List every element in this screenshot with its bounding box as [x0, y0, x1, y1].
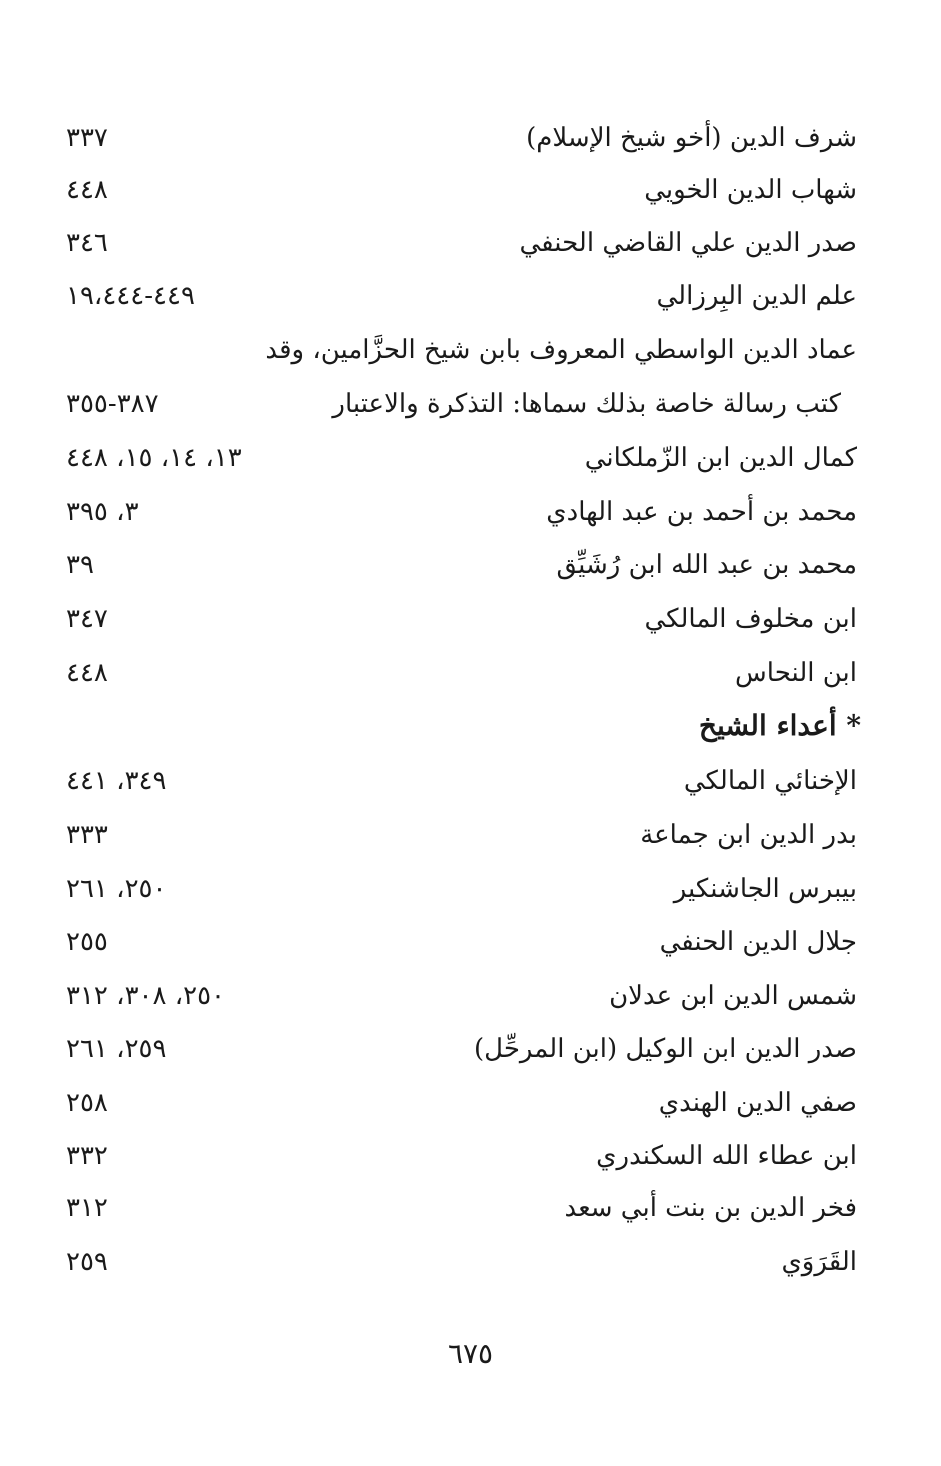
entry-name: الإخنائي المالكي	[683, 766, 857, 796]
index-entry	[0, 755, 941, 807]
entry-name: كتب رسالة خاصة بذلك سماها: التذكرة والاعتبار	[332, 389, 841, 419]
index-entry	[0, 863, 941, 915]
index-entry	[0, 112, 941, 164]
entry-name: صدر الدين ابن الوكيل (ابن المرحِّل)	[474, 1034, 857, 1064]
index-entry-continuation	[0, 378, 941, 430]
index-entry	[0, 164, 941, 216]
entry-pages: ٢٥٠، ٢٦١	[66, 874, 167, 904]
entry-pages: ٣٤٧	[66, 604, 108, 634]
entry-name: القَرَوَي	[781, 1247, 857, 1277]
entry-name: بيبرس الجاشنكير	[673, 874, 857, 904]
entry-name: شمس الدين ابن عدلان	[609, 981, 857, 1011]
entry-pages: ٤٤٨	[66, 658, 108, 688]
entry-pages: ٢٥٩	[66, 1247, 108, 1277]
entry-pages: ٣٨٧-٣٥٥	[66, 389, 159, 419]
entry-pages: ٣٤٩، ٤٤١	[66, 766, 167, 796]
entry-name: علم الدين البِرزالي	[656, 281, 857, 311]
entry-pages: ٣٣٢	[66, 1141, 108, 1171]
entry-name: صفي الدين الهندي	[658, 1088, 857, 1118]
entry-name: كمال الدين ابن الزّملكاني	[584, 443, 857, 473]
index-entry	[0, 1130, 941, 1182]
entry-name: ابن عطاء الله السكندري	[596, 1141, 857, 1171]
entry-name: ابن النحاس	[735, 658, 857, 688]
index-entry	[0, 593, 941, 645]
entry-name: جلال الدين الحنفي	[659, 927, 857, 957]
entry-name: ابن مخلوف المالكي	[644, 604, 857, 634]
entry-pages: ٣، ٣٩٥	[66, 497, 139, 527]
index-entry	[0, 539, 941, 591]
entry-pages: ٣١٢	[66, 1193, 108, 1223]
index-entry	[0, 809, 941, 861]
entry-pages: ١٣، ١٤، ١٥، ٤٤٨	[66, 443, 242, 473]
entry-name: صدر الدين علي القاضي الحنفي	[519, 228, 857, 258]
index-entry	[0, 1023, 941, 1075]
entry-name: شرف الدين (أخو شيخ الإسلام)	[526, 123, 857, 153]
index-entry	[0, 270, 941, 322]
entry-pages: ٤٤٨	[66, 175, 108, 205]
entry-pages: ٣٤٦	[66, 228, 108, 258]
index-entry	[0, 324, 941, 376]
index-entry	[0, 916, 941, 968]
index-entry	[0, 647, 941, 699]
entry-pages: ٤٤٩-١٩،٤٤٤	[66, 281, 195, 311]
entry-pages: ٣٣٣	[66, 820, 108, 850]
entry-name: بدر الدين ابن جماعة	[640, 820, 857, 850]
index-entry	[0, 217, 941, 269]
entry-pages: ٣٣٧	[66, 123, 108, 153]
entry-name: محمد بن عبد الله ابن رُشَيِّق	[556, 550, 857, 580]
page-number: ٦٧٥	[447, 1337, 494, 1370]
index-entry	[0, 486, 941, 538]
entry-pages: ٢٥٥	[66, 927, 108, 957]
index-entry	[0, 1182, 941, 1234]
entry-name: محمد بن أحمد بن عبد الهادي	[546, 497, 857, 527]
entry-name: فخر الدين بن بنت أبي سعد	[564, 1193, 857, 1223]
entry-pages: ٢٥٩، ٢٦١	[66, 1034, 167, 1064]
index-entry	[0, 432, 941, 484]
entry-pages: ٣٩	[66, 550, 94, 580]
entry-name: شهاب الدين الخويي	[644, 175, 857, 205]
section-heading: * أعداء الشيخ	[698, 709, 861, 742]
entry-pages: ٢٥٠، ٣٠٨، ٣١٢	[66, 981, 226, 1011]
entry-pages: ٢٥٨	[66, 1088, 108, 1118]
index-entry	[0, 1077, 941, 1129]
index-entry	[0, 970, 941, 1022]
entry-name: عماد الدين الواسطي المعروف بابن شيخ الحزَّامين، وقد	[265, 335, 857, 365]
index-entry	[0, 1236, 941, 1288]
